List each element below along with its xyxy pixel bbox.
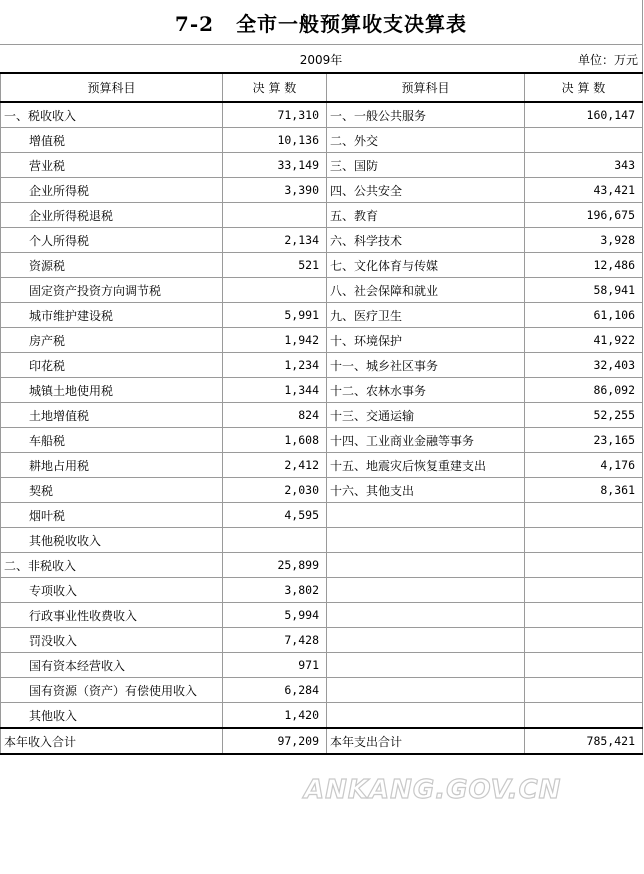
revenue-item: 企业所得税退税: [1, 203, 223, 228]
expenditure-item: [327, 703, 525, 729]
expenditure-amount: 12,486: [525, 253, 643, 278]
revenue-amount: 10,136: [223, 128, 327, 153]
expenditure-item: [327, 528, 525, 553]
expenditure-item: 十一、城乡社区事务: [327, 353, 525, 378]
revenue-amount: 33,149: [223, 153, 327, 178]
revenue-amount: 2,412: [223, 453, 327, 478]
expenditure-item: [327, 578, 525, 603]
expenditure-item: 三、国防: [327, 153, 525, 178]
expenditure-item: [327, 503, 525, 528]
table-row: [1, 628, 643, 653]
revenue-amount: 71,310: [223, 102, 327, 128]
expenditure-amount: [525, 678, 643, 703]
revenue-item: 个人所得税: [1, 228, 223, 253]
expenditure-amount: 61,106: [525, 303, 643, 328]
revenue-item: 二、非税收入: [1, 553, 223, 578]
revenue-amount: 3,802: [223, 578, 327, 603]
revenue-item: 其他收入: [1, 703, 223, 729]
table-row: [1, 328, 643, 353]
page-title: [175, 8, 467, 37]
expenditure-item: 二、外交: [327, 128, 525, 153]
revenue-amount: 1,942: [223, 328, 327, 353]
revenue-item: 一、税收收入: [1, 102, 223, 128]
revenue-item: 契税: [1, 478, 223, 503]
expenditure-amount: 52,255: [525, 403, 643, 428]
table-row: [1, 228, 643, 253]
expenditure-amount: [525, 703, 643, 729]
table-row: [1, 453, 643, 478]
expenditure-amount: 196,675: [525, 203, 643, 228]
header-left-item: 预算科目: [1, 73, 223, 102]
revenue-item: 行政事业性收费收入: [1, 603, 223, 628]
expenditure-amount: 4,176: [525, 453, 643, 478]
table-row: [1, 303, 643, 328]
revenue-item: 罚没收入: [1, 628, 223, 653]
expenditure-item: 九、医疗卫生: [327, 303, 525, 328]
expenditure-item: [327, 653, 525, 678]
revenue-amount: 5,991: [223, 303, 327, 328]
expenditure-amount: 160,147: [525, 102, 643, 128]
expenditure-item: 十六、其他支出: [327, 478, 525, 503]
revenue-amount: 6,284: [223, 678, 327, 703]
expenditure-total-label: 本年支出合计: [327, 728, 525, 754]
expenditure-amount: [525, 553, 643, 578]
expenditure-amount: [525, 578, 643, 603]
revenue-item: 车船税: [1, 428, 223, 453]
revenue-amount: 2,134: [223, 228, 327, 253]
site-watermark: [300, 768, 580, 808]
revenue-amount: 824: [223, 403, 327, 428]
budget-table: [0, 72, 643, 755]
expenditure-item: 一、一般公共服务: [327, 102, 525, 128]
expenditure-amount: 41,922: [525, 328, 643, 353]
table-row: [1, 503, 643, 528]
table-row: [1, 553, 643, 578]
revenue-item: 营业税: [1, 153, 223, 178]
revenue-item: 国有资本经营收入: [1, 653, 223, 678]
revenue-item: 国有资源（资产）有偿使用收入: [1, 678, 223, 703]
expenditure-item: 十三、交通运输: [327, 403, 525, 428]
header-right-amount: 决 算 数: [525, 73, 643, 102]
total-row: [1, 728, 643, 754]
header-right-item: 预算科目: [327, 73, 525, 102]
revenue-amount: [223, 528, 327, 553]
table-row: [1, 578, 643, 603]
expenditure-amount: 86,092: [525, 378, 643, 403]
revenue-amount: 2,030: [223, 478, 327, 503]
revenue-amount: 1,344: [223, 378, 327, 403]
expenditure-amount: 343: [525, 153, 643, 178]
table-row: [1, 153, 643, 178]
expenditure-item: 五、教育: [327, 203, 525, 228]
table-row: [1, 128, 643, 153]
table-code: 7-2: [174, 11, 215, 36]
expenditure-amount: [525, 528, 643, 553]
revenue-amount: 3,390: [223, 178, 327, 203]
revenue-item: 城镇土地使用税: [1, 378, 223, 403]
expenditure-amount: 58,941: [525, 278, 643, 303]
title-row: [0, 0, 643, 44]
revenue-amount: 1,420: [223, 703, 327, 729]
expenditure-amount: 8,361: [525, 478, 643, 503]
revenue-amount: [223, 203, 327, 228]
expenditure-item: 十四、工业商业金融等事务: [327, 428, 525, 453]
expenditure-amount: [525, 628, 643, 653]
expenditure-amount: 3,928: [525, 228, 643, 253]
expenditure-amount: 23,165: [525, 428, 643, 453]
header-row: [1, 73, 643, 102]
expenditure-item: 十二、农林水事务: [327, 378, 525, 403]
svg-text:ANKANG.GOV.CN: ANKANG.GOV.CN: [304, 775, 562, 805]
meta-row: [0, 44, 643, 72]
revenue-amount: 7,428: [223, 628, 327, 653]
expenditure-total-value: 785,421: [525, 728, 643, 754]
expenditure-amount: 32,403: [525, 353, 643, 378]
table-row: [1, 102, 643, 128]
revenue-item: 城市维护建设税: [1, 303, 223, 328]
expenditure-item: 十五、地震灾后恢复重建支出: [327, 453, 525, 478]
revenue-amount: 1,234: [223, 353, 327, 378]
table-row: [1, 403, 643, 428]
expenditure-amount: [525, 503, 643, 528]
expenditure-amount: [525, 653, 643, 678]
revenue-item: 增值税: [1, 128, 223, 153]
revenue-item: 专项收入: [1, 578, 223, 603]
revenue-item: 耕地占用税: [1, 453, 223, 478]
revenue-item: 企业所得税: [1, 178, 223, 203]
expenditure-item: [327, 628, 525, 653]
expenditure-item: [327, 553, 525, 578]
expenditure-amount: [525, 603, 643, 628]
revenue-amount: 1,608: [223, 428, 327, 453]
table-row: [1, 703, 643, 729]
expenditure-item: 六、科学技术: [327, 228, 525, 253]
revenue-amount: 4,595: [223, 503, 327, 528]
expenditure-item: 四、公共安全: [327, 178, 525, 203]
revenue-item: 资源税: [1, 253, 223, 278]
revenue-amount: 25,899: [223, 553, 327, 578]
table-row: [1, 178, 643, 203]
revenue-item: 土地增值税: [1, 403, 223, 428]
year-label: 2009年: [299, 53, 343, 67]
table-row: [1, 203, 643, 228]
table-row: [1, 278, 643, 303]
table-row: [1, 653, 643, 678]
table-row: [1, 528, 643, 553]
revenue-item: 烟叶税: [1, 503, 223, 528]
expenditure-amount: 43,421: [525, 178, 643, 203]
revenue-amount: [223, 278, 327, 303]
revenue-total-value: 97,209: [223, 728, 327, 754]
expenditure-item: 七、文化体育与传媒: [327, 253, 525, 278]
expenditure-item: [327, 678, 525, 703]
revenue-item: 其他税收收入: [1, 528, 223, 553]
table-row: [1, 378, 643, 403]
expenditure-item: [327, 603, 525, 628]
revenue-amount: 521: [223, 253, 327, 278]
revenue-amount: 5,994: [223, 603, 327, 628]
revenue-item: 固定资产投资方向调节税: [1, 278, 223, 303]
table-row: [1, 253, 643, 278]
table-row: [1, 428, 643, 453]
header-left-amount: 决 算 数: [223, 73, 327, 102]
expenditure-item: 十、环境保护: [327, 328, 525, 353]
revenue-amount: 971: [223, 653, 327, 678]
expenditure-item: 八、社会保障和就业: [327, 278, 525, 303]
revenue-item: 印花税: [1, 353, 223, 378]
expenditure-amount: [525, 128, 643, 153]
table-row: [1, 678, 643, 703]
table-row: [1, 603, 643, 628]
revenue-total-label: 本年收入合计: [1, 728, 223, 754]
table-row: [1, 478, 643, 503]
revenue-item: 房产税: [1, 328, 223, 353]
table-row: [1, 353, 643, 378]
table-title: 全市一般预算收支决算表: [236, 11, 468, 36]
unit-label: 单位：万元: [577, 53, 638, 67]
